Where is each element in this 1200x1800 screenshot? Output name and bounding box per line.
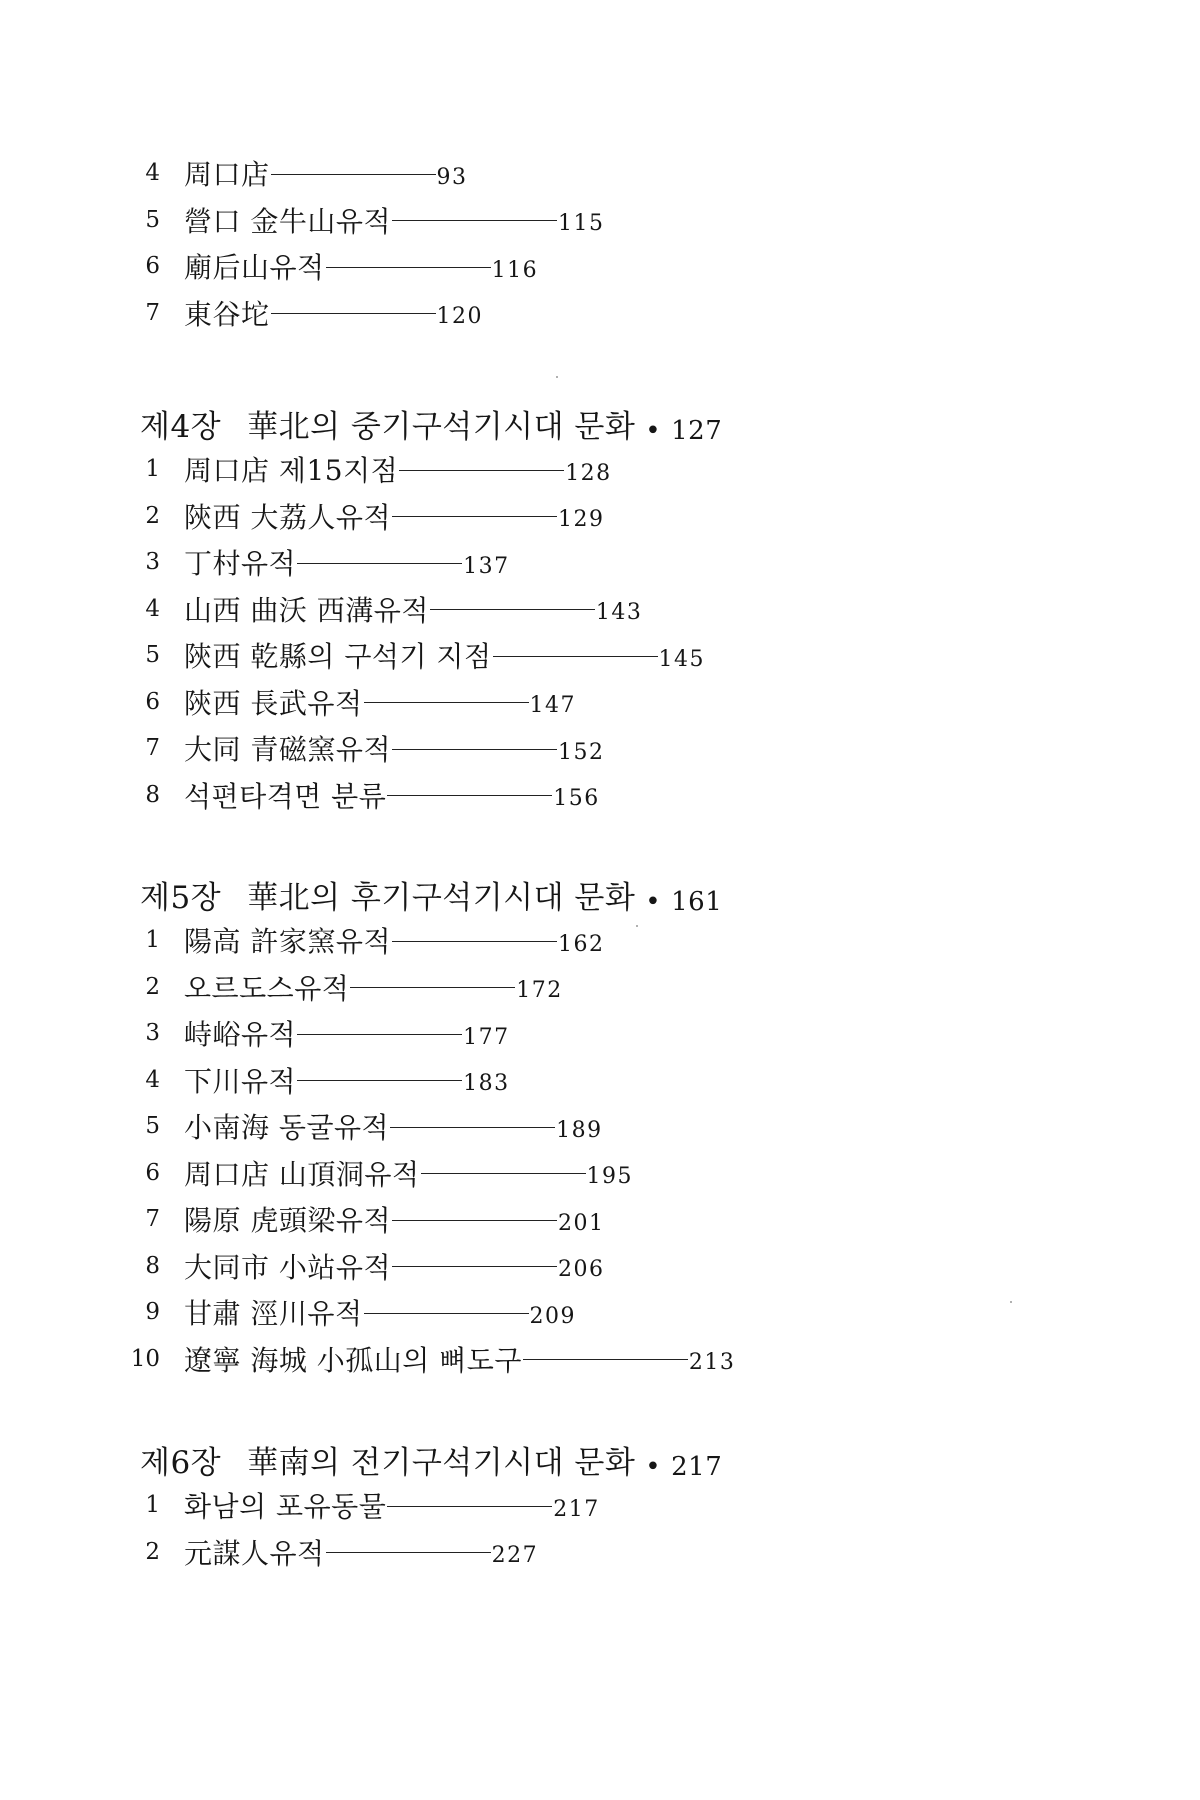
toc-entry <box>0 679 1200 726</box>
toc-entry <box>0 917 1200 964</box>
entry-page-number: 206 <box>558 1257 605 1283</box>
chapter-title: 華北의 후기구석기시대 문화 <box>247 880 636 916</box>
entry-page-number: 189 <box>556 1117 603 1143</box>
chapter-bullet: • <box>645 1452 662 1482</box>
dot-leader <box>421 1173 586 1174</box>
entry-number: 6 <box>145 253 160 280</box>
dot-leader <box>271 313 436 314</box>
entry-page-number: 129 <box>558 507 605 533</box>
dot-leader <box>350 987 515 988</box>
dot-leader <box>271 174 436 175</box>
dot-leader <box>297 563 462 564</box>
entry-page-number: 152 <box>558 739 605 765</box>
dot-leader <box>392 941 557 942</box>
toc-entry <box>0 772 1200 819</box>
toc-entry <box>0 632 1200 679</box>
chapter-page-number: 217 <box>671 1452 723 1482</box>
scan-speck <box>556 376 558 378</box>
toc-entry <box>0 150 1200 197</box>
entry-number: 4 <box>145 595 160 622</box>
entry-page-number: 93 <box>436 164 468 190</box>
entry-title: 화남의 포유동물 <box>184 1490 387 1524</box>
entry-page-number: 147 <box>529 693 576 719</box>
entry-page-number: 156 <box>553 786 600 812</box>
dot-leader <box>326 1552 491 1553</box>
dot-leader <box>392 749 557 750</box>
toc-section-continued <box>0 150 1200 336</box>
entry-title: 峙峪유적 <box>184 1018 297 1052</box>
dot-leader <box>392 220 557 221</box>
toc-entry <box>0 1336 1200 1383</box>
entry-title: 周口店 <box>184 158 270 192</box>
entry-title: 周口店 山頂洞유적 <box>184 1157 420 1191</box>
toc-entry <box>0 539 1200 586</box>
entry-page-number: 116 <box>491 257 539 283</box>
toc-entry <box>0 197 1200 244</box>
entry-page-number: 195 <box>586 1164 633 1190</box>
entry-title: 山西 曲沃 西溝유적 <box>184 593 429 627</box>
entry-page-number: 183 <box>463 1071 510 1097</box>
chapter-heading <box>0 386 1200 446</box>
entry-number: 7 <box>145 735 160 762</box>
entry-page-number: 143 <box>595 600 643 626</box>
chapter-page-number: 127 <box>671 416 723 446</box>
entry-page-number: 172 <box>516 978 563 1004</box>
entry-page-number: 177 <box>463 1024 510 1050</box>
dot-leader <box>392 516 557 517</box>
toc-chapter-4 <box>0 386 1200 818</box>
entry-number: 9 <box>145 1299 160 1326</box>
entry-page-number: 115 <box>558 211 605 237</box>
entry-title: 陽原 虎頭梁유적 <box>184 1204 391 1238</box>
entry-number: 7 <box>145 1206 160 1233</box>
entry-number: 5 <box>145 206 160 233</box>
toc-entry <box>0 586 1200 633</box>
dot-leader <box>399 470 564 471</box>
dot-leader <box>390 1127 555 1128</box>
scan-speck <box>1010 1301 1012 1303</box>
dot-leader <box>364 1313 529 1314</box>
entry-number: 3 <box>145 1020 160 1047</box>
entry-title: 丁村유적 <box>184 547 297 581</box>
entry-number: 5 <box>145 642 160 669</box>
entry-number: 1 <box>145 456 160 483</box>
toc-entry <box>0 290 1200 337</box>
entry-page-number: 162 <box>558 931 605 957</box>
entry-number: 4 <box>145 1066 160 1093</box>
entry-title: 大同 青磁窯유적 <box>184 733 391 767</box>
entry-number: 2 <box>145 973 160 1000</box>
entry-number: 8 <box>145 1252 160 1279</box>
chapter-bullet: • <box>645 887 662 917</box>
entry-page-number: 217 <box>553 1496 600 1522</box>
toc-entry <box>0 1529 1200 1576</box>
toc-chapter-5 <box>0 857 1200 1382</box>
dot-leader <box>430 609 595 610</box>
chapter-bullet: • <box>645 416 662 446</box>
dot-leader <box>387 795 552 796</box>
entry-number: 8 <box>145 781 160 808</box>
entry-title: 營口 金牛山유적 <box>184 204 391 238</box>
entry-title: 陝西 大荔人유적 <box>184 500 391 534</box>
entry-title: 陝西 長武유적 <box>184 686 363 720</box>
dot-leader <box>493 656 658 657</box>
entry-number: 5 <box>145 1113 160 1140</box>
entry-number: 3 <box>145 549 160 576</box>
toc-entry <box>0 1150 1200 1197</box>
entry-number: 2 <box>145 1538 160 1565</box>
toc-entry <box>0 243 1200 290</box>
toc-entry <box>0 1103 1200 1150</box>
entry-title: 下川유적 <box>184 1064 297 1098</box>
toc-chapter-6 <box>0 1422 1200 1575</box>
entry-number: 6 <box>145 1159 160 1186</box>
entry-title: 오르도스유적 <box>184 971 350 1005</box>
entry-page-number: 227 <box>491 1543 539 1569</box>
entry-title: 遼寧 海城 小孤山의 뼈도구 <box>184 1343 522 1377</box>
entry-title: 석편타격면 분류 <box>184 779 387 813</box>
entry-page-number: 209 <box>529 1303 576 1329</box>
dot-leader <box>364 702 529 703</box>
entry-number: 1 <box>145 927 160 954</box>
entry-number: 1 <box>145 1492 160 1519</box>
entry-title: 元謀人유적 <box>184 1536 325 1570</box>
entry-page-number: 145 <box>658 646 705 672</box>
entry-page-number: 128 <box>565 460 612 486</box>
chapter-heading <box>0 857 1200 917</box>
dot-leader <box>392 1266 557 1267</box>
dot-leader <box>297 1034 462 1035</box>
entry-title: 周口店 제15지점 <box>184 454 399 488</box>
entry-number: 10 <box>130 1345 160 1372</box>
toc-entry <box>0 1010 1200 1057</box>
chapter-title: 華北의 중기구석기시대 문화 <box>247 409 636 445</box>
dot-leader <box>297 1080 462 1081</box>
entry-page-number: 201 <box>558 1210 605 1236</box>
entry-number: 7 <box>145 299 160 326</box>
chapter-page-number: 161 <box>671 887 723 917</box>
dot-leader <box>523 1359 688 1360</box>
chapter-label: 제5장 <box>140 880 222 916</box>
chapter-label: 제6장 <box>140 1445 222 1481</box>
dot-leader <box>326 267 491 268</box>
entry-title: 陽高 許家窯유적 <box>184 925 391 959</box>
entry-title: 甘肅 涇川유적 <box>184 1297 363 1331</box>
scan-speck <box>636 925 638 927</box>
entry-page-number: 137 <box>463 553 510 579</box>
toc-entry <box>0 493 1200 540</box>
toc-entry <box>0 1289 1200 1336</box>
toc-entry <box>0 964 1200 1011</box>
dot-leader <box>387 1506 552 1507</box>
entry-title: 陝西 乾縣의 구석기 지점 <box>184 640 492 674</box>
entry-number: 2 <box>145 502 160 529</box>
entry-title: 廟后山유적 <box>184 251 325 285</box>
entry-page-number: 120 <box>436 304 484 330</box>
toc-entry <box>0 446 1200 493</box>
toc-entry <box>0 1196 1200 1243</box>
dot-leader <box>392 1220 557 1221</box>
toc-entry <box>0 725 1200 772</box>
chapter-title: 華南의 전기구석기시대 문화 <box>247 1445 636 1481</box>
toc-entry <box>0 1243 1200 1290</box>
toc-entry <box>0 1057 1200 1104</box>
chapter-heading <box>0 1422 1200 1482</box>
entry-page-number: 213 <box>688 1350 736 1376</box>
toc-entry <box>0 1482 1200 1529</box>
chapter-label: 제4장 <box>140 409 222 445</box>
entry-title: 東谷坨 <box>184 297 270 331</box>
entry-number: 4 <box>145 160 160 187</box>
entry-number: 6 <box>145 688 160 715</box>
entry-title: 大同市 小站유적 <box>184 1250 391 1284</box>
entry-title: 小南海 동굴유적 <box>184 1111 390 1145</box>
